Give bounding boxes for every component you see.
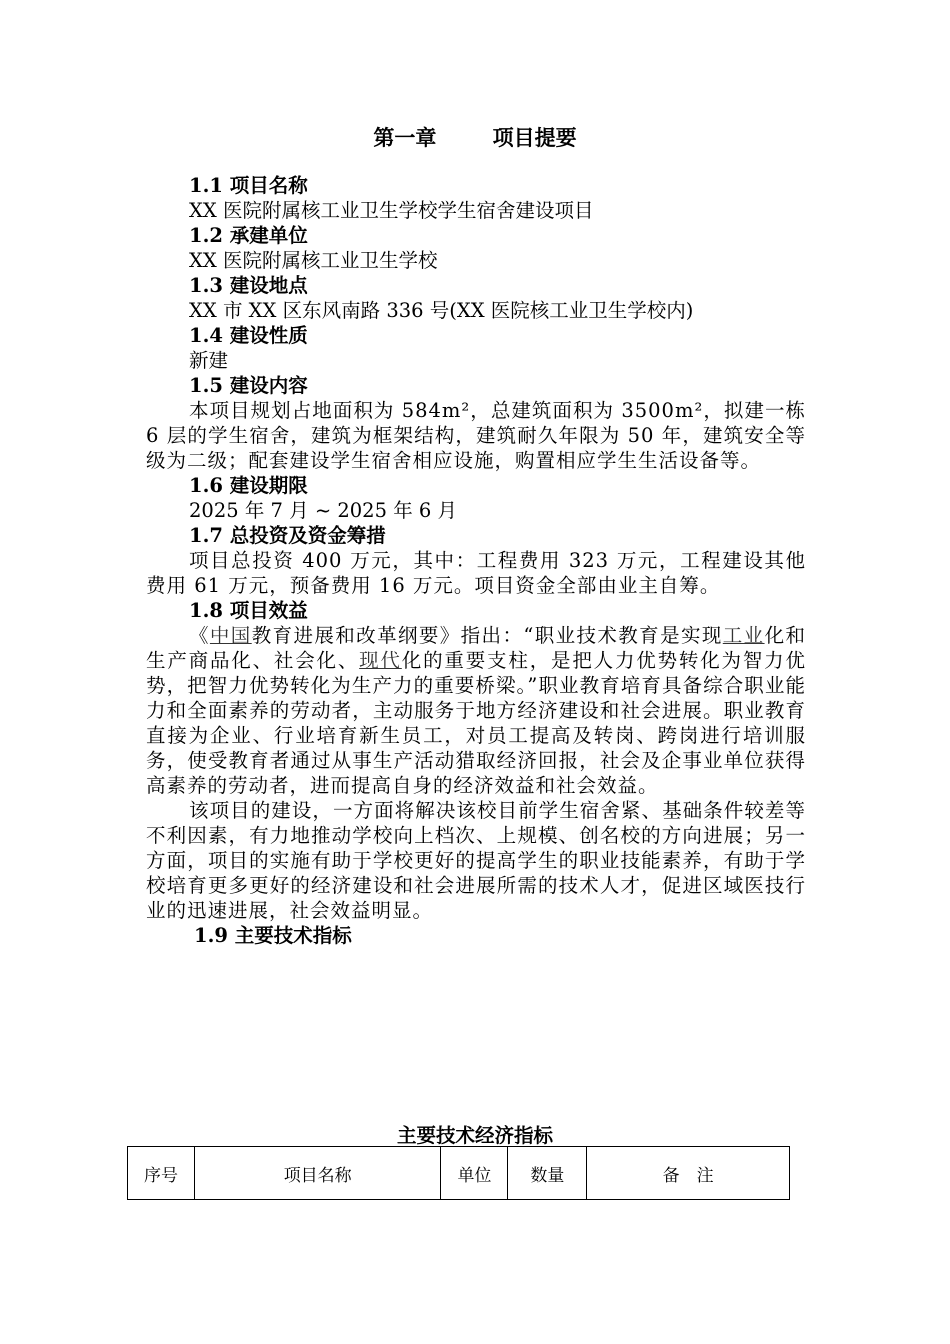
nature-text: 新建 xyxy=(189,349,229,372)
project-name-text: XX 医院附属核工业卫生学校学生宿舍建设项目 xyxy=(189,199,594,222)
document-body xyxy=(146,173,806,948)
benefit-text-c: 化和生产商品化、社会化、 xyxy=(146,624,806,672)
chapter-title: 第一章 项目提要 xyxy=(373,125,577,150)
section-heading-1-6: 1.6 建设期限 xyxy=(189,474,308,497)
table-title: 主要技术经济指标 xyxy=(396,1124,553,1147)
contractor-text: XX 医院附属核工业卫生学校 xyxy=(189,249,438,272)
benefit-paragraph-1 xyxy=(146,623,806,798)
section-heading-1-3: 1.3 建设地点 xyxy=(189,274,308,297)
section-heading-1-2: 1.2 承建单位 xyxy=(189,224,308,247)
location-text: XX 市 XX 区东风南路 336 号(XX 医院核工业卫生学校内) xyxy=(189,299,694,322)
benefit-text-d: 化的重要支柱，是把人力优势转化为智力优势，把智力优势转化为生产力的重要桥梁。”职业教育培育具备综合职业能力和全面素养的劳动者，主动服务于地方经济建设和社会进展。职业教育直接为企业、行业培育新生员工，对员工提高及转岗、跨岗进行培训服务，使受教育者通过从事生产活动猎取经济回报，社会及企事业单位获得高素养的劳动者，进而提高自身的经济效益和社会效益。 xyxy=(146,649,806,797)
col-header-item-name: 项目名称 xyxy=(194,1147,441,1200)
benefit-paragraph-2: 该项目的建设，一方面将解决该校目前学生宿舍紧、基础条件较差等不利因素，有力地推动学校向上档次、上规模、创名校的方向进展；另一方面，项目的实施有助于学校更好的提高学生的职业技能素养，有助于学校培育更多更好的经济建设和社会进展所需的技术人才，促进区域医技行业的迅速进展，社会效益明显。 xyxy=(146,799,806,922)
table-header-row xyxy=(128,1147,790,1200)
benefit-text-a: 《 xyxy=(189,624,210,647)
link-industry[interactable]: 工业 xyxy=(722,624,765,647)
section-heading-1-7: 1.7 总投资及资金筹措 xyxy=(189,524,386,547)
link-china[interactable]: 中国 xyxy=(209,624,252,647)
col-header-remarks: 备 注 xyxy=(587,1147,790,1200)
section-heading-1-8: 1.8 项目效益 xyxy=(189,599,308,622)
section-heading-1-9: 1.9 主要技术指标 xyxy=(194,924,352,947)
link-modern[interactable]: 现代 xyxy=(359,649,402,672)
content-paragraph: 本项目规划占地面积为 584m²，总建筑面积为 3500m²，拟建一栋 6 层的学生宿舍，建筑为框架结构，建筑耐久年限为 50 年，建筑安全等级为二级；配套建设学生宿舍相应设施，购置相应学生生活设备等。 xyxy=(146,399,806,472)
investment-paragraph: 项目总投资 400 万元，其中：工程费用 323 万元，工程建设其他费用 61 万元，预备费用 16 万元。项目资金全部由业主自筹。 xyxy=(146,549,806,597)
section-heading-1-5: 1.5 建设内容 xyxy=(189,374,308,397)
col-header-unit: 单位 xyxy=(441,1147,508,1200)
col-header-no: 序号 xyxy=(128,1147,195,1200)
section-heading-1-1: 1.1 项目名称 xyxy=(189,174,308,197)
period-text: 2025 年 7 月 ~ 2025 年 6 月 xyxy=(189,499,457,522)
section-heading-1-4: 1.4 建设性质 xyxy=(189,324,308,347)
col-header-quantity: 数量 xyxy=(508,1147,587,1200)
tech-indicator-table xyxy=(127,1146,790,1200)
benefit-text-b: 教育进展和改革纲要》指出：“职业技术教育是实现 xyxy=(251,624,723,647)
